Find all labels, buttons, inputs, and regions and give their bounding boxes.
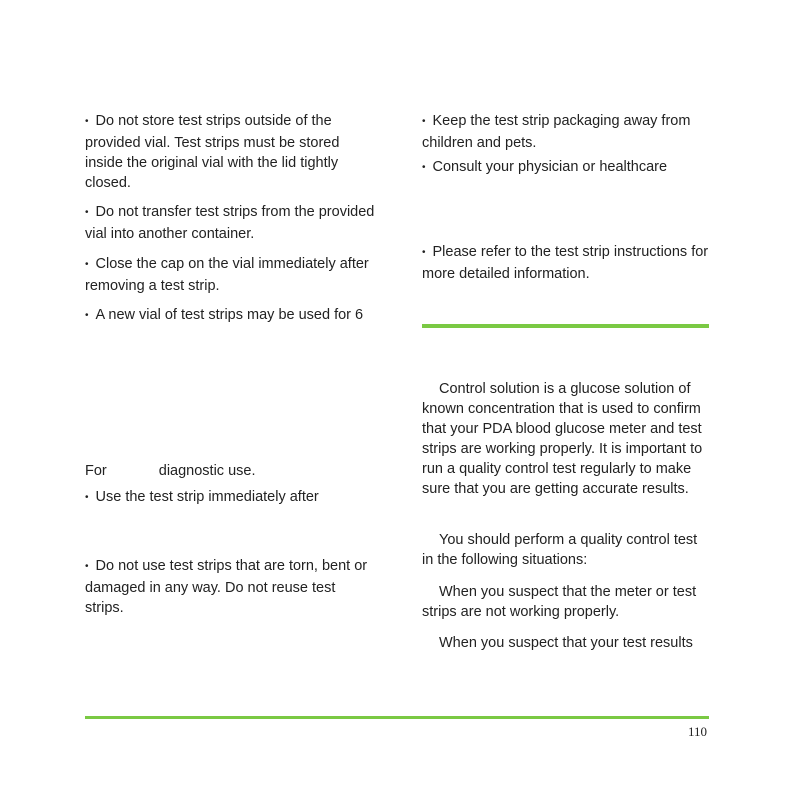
paragraph-suspect-results: When you suspect that your test results xyxy=(439,635,693,651)
bullet-close-cap: • Close the cap on the vial immediately after removing a test strip. xyxy=(85,254,375,296)
footer-rule xyxy=(85,716,709,719)
paragraph-perform-qc: You should perform a quality control test in the following situations: xyxy=(422,532,698,568)
for-diagnostic-use xyxy=(85,461,375,481)
paragraph-control-solution: Control solution is a glucose solution of known concentration that is used to confirm that your PDA blood glucose meter and test strips are working properly. It is important to run a quality control test regularly to make sure that you are getting accurate results. xyxy=(422,381,703,497)
bullet-no-transfer: • Do not transfer test strips from the provided vial into another container. xyxy=(85,202,375,244)
bullet-refer-instructions: • Please refer to the test strip instructions for more detailed information. xyxy=(422,242,712,284)
bullet-no-damaged: • Do not use test strips that are torn, bent or damaged in any way. Do not reuse test strips. xyxy=(85,556,375,618)
section-divider xyxy=(422,324,709,328)
page-number: 110 xyxy=(687,724,707,739)
bullet-new-vial: • A new vial of test strips may be used for 6 xyxy=(85,305,375,327)
bullet-store-vial: • Do not store test strips outside of the provided vial. Test strips must be stored inside the original vial with the lid tightly closed. xyxy=(85,111,375,193)
bullet-use-immediately: • Use the test strip immediately after xyxy=(85,487,375,509)
bullet-keep-away: • Keep the test strip packaging away from children and pets. xyxy=(422,111,712,153)
paragraph-suspect-meter: When you suspect that the meter or test strips are not working properly. xyxy=(422,584,697,620)
bullet-consult-physician: • Consult your physician or healthcare xyxy=(422,157,712,179)
for-use-suffix: diagnostic use. xyxy=(158,463,256,479)
for-use-prefix: For xyxy=(85,463,107,479)
